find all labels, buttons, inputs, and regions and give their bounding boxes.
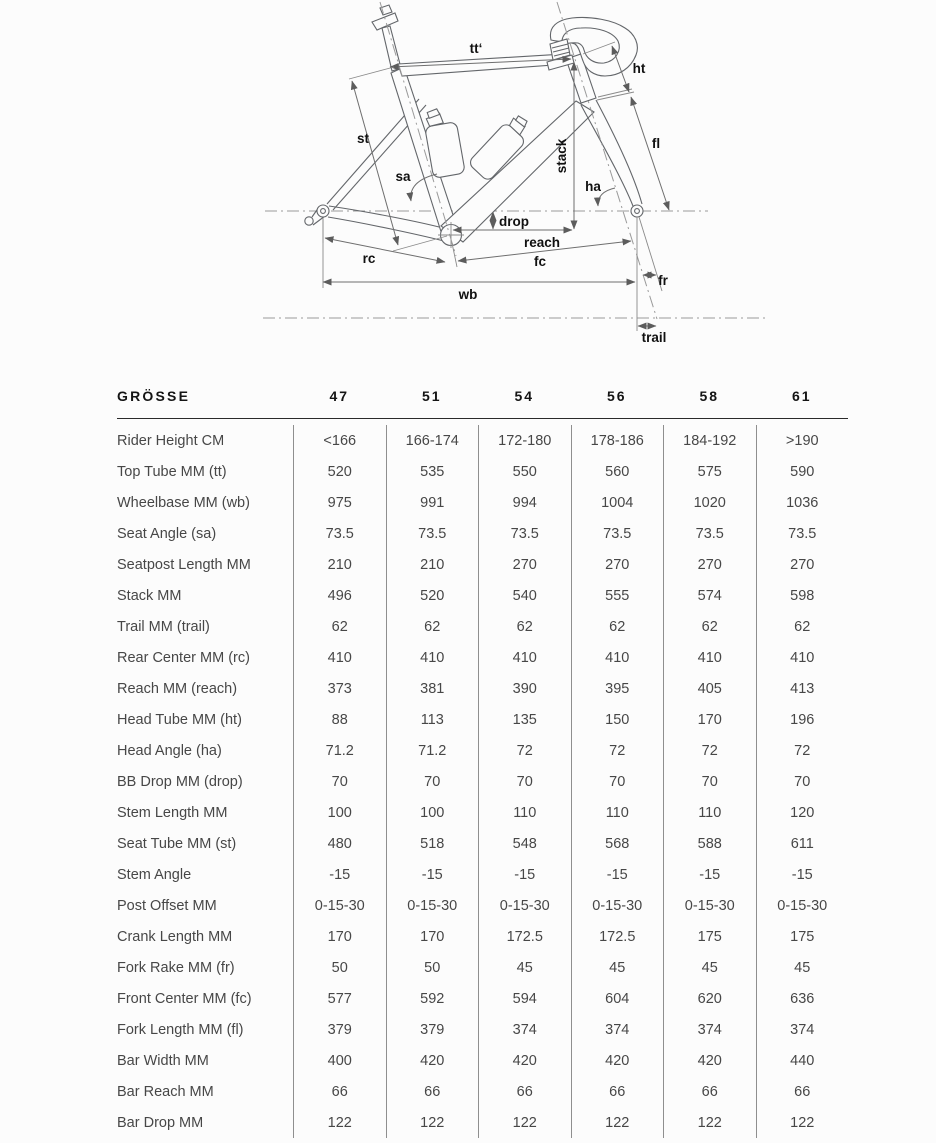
row-value: 113 bbox=[386, 704, 479, 735]
row-value: 560 bbox=[571, 456, 664, 487]
row-value: 110 bbox=[478, 797, 571, 828]
table-row bbox=[117, 673, 848, 704]
row-label: Post Offset MM bbox=[117, 897, 217, 914]
row-value: 405 bbox=[663, 673, 756, 704]
row-value: 73.5 bbox=[663, 518, 756, 549]
row-value: 381 bbox=[386, 673, 479, 704]
row-label: Stem Angle bbox=[117, 866, 192, 883]
table-row bbox=[117, 580, 848, 611]
table-row bbox=[117, 549, 848, 580]
row-label: Head Angle (ha) bbox=[117, 742, 222, 759]
row-value: 72 bbox=[571, 735, 664, 766]
label-front-center: fc bbox=[533, 254, 547, 269]
table-header-row bbox=[117, 374, 848, 419]
bike-geometry-diagram bbox=[0, 0, 936, 374]
label-rear-center: rc bbox=[362, 251, 376, 266]
row-value: 374 bbox=[756, 1014, 849, 1045]
table-row bbox=[117, 859, 848, 890]
row-value: 66 bbox=[663, 1076, 756, 1107]
row-value: 1020 bbox=[663, 487, 756, 518]
row-value: 196 bbox=[756, 704, 849, 735]
row-value: 184-192 bbox=[663, 425, 756, 456]
row-value: 210 bbox=[386, 549, 479, 580]
row-value: 122 bbox=[386, 1107, 479, 1138]
table-row bbox=[117, 1045, 848, 1076]
row-value: 175 bbox=[756, 921, 849, 952]
table-row bbox=[117, 828, 848, 859]
row-value: 975 bbox=[293, 487, 386, 518]
row-value: -15 bbox=[756, 859, 849, 890]
row-value: 70 bbox=[663, 766, 756, 797]
row-value: 0-15-30 bbox=[571, 890, 664, 921]
row-value: 170 bbox=[293, 921, 386, 952]
row-value: 410 bbox=[756, 642, 849, 673]
row-label: Rear Center MM (rc) bbox=[117, 649, 250, 666]
row-value: 70 bbox=[571, 766, 664, 797]
row-value: 100 bbox=[386, 797, 479, 828]
row-value: 1004 bbox=[571, 487, 664, 518]
row-label: Bar Width MM bbox=[117, 1052, 209, 1069]
table-row bbox=[117, 704, 848, 735]
table-row bbox=[117, 1076, 848, 1107]
label-reach: reach bbox=[523, 235, 561, 250]
row-value: 110 bbox=[663, 797, 756, 828]
row-value: 122 bbox=[293, 1107, 386, 1138]
row-value: 598 bbox=[756, 580, 849, 611]
label-seat-angle: sa bbox=[395, 169, 411, 184]
row-value: 548 bbox=[478, 828, 571, 859]
row-value: 518 bbox=[386, 828, 479, 859]
row-value: 172.5 bbox=[478, 921, 571, 952]
row-value: 270 bbox=[571, 549, 664, 580]
row-value: 122 bbox=[663, 1107, 756, 1138]
row-label: BB Drop MM (drop) bbox=[117, 773, 243, 790]
size-column-header: 51 bbox=[421, 388, 442, 404]
row-value: 374 bbox=[571, 1014, 664, 1045]
row-value: 540 bbox=[478, 580, 571, 611]
table-row bbox=[117, 921, 848, 952]
row-label: Wheelbase MM (wb) bbox=[117, 494, 250, 511]
label-fork-rake: fr bbox=[658, 273, 668, 288]
row-value: 496 bbox=[293, 580, 386, 611]
row-value: 577 bbox=[293, 983, 386, 1014]
row-value: 574 bbox=[663, 580, 756, 611]
row-value: 420 bbox=[663, 1045, 756, 1076]
row-value: 73.5 bbox=[293, 518, 386, 549]
row-label: Bar Reach MM bbox=[117, 1083, 214, 1100]
row-value: 374 bbox=[663, 1014, 756, 1045]
row-value: 0-15-30 bbox=[478, 890, 571, 921]
row-value: 994 bbox=[478, 487, 571, 518]
row-label: Bar Drop MM bbox=[117, 1114, 204, 1131]
row-value: 575 bbox=[663, 456, 756, 487]
row-value: 71.2 bbox=[293, 735, 386, 766]
row-value: 420 bbox=[386, 1045, 479, 1076]
row-value: 172.5 bbox=[571, 921, 664, 952]
row-label: Front Center MM (fc) bbox=[117, 990, 252, 1007]
row-label: Seatpost Length MM bbox=[117, 556, 251, 573]
label-seat-tube: st bbox=[356, 131, 370, 146]
row-value: 110 bbox=[571, 797, 664, 828]
row-value: 66 bbox=[571, 1076, 664, 1107]
size-column-header: 47 bbox=[329, 388, 350, 404]
label-head-angle: ha bbox=[585, 179, 601, 194]
row-value: 592 bbox=[386, 983, 479, 1014]
row-value: 0-15-30 bbox=[293, 890, 386, 921]
bike-geometry-drawing bbox=[0, 0, 936, 374]
row-value: 410 bbox=[663, 642, 756, 673]
row-value: 1036 bbox=[756, 487, 849, 518]
row-value: 270 bbox=[756, 549, 849, 580]
row-value: 374 bbox=[478, 1014, 571, 1045]
label-fork-length: fl bbox=[651, 136, 661, 151]
row-value: 520 bbox=[293, 456, 386, 487]
row-value: 122 bbox=[478, 1107, 571, 1138]
row-value: 991 bbox=[386, 487, 479, 518]
row-label: Fork Length MM (fl) bbox=[117, 1021, 244, 1038]
row-value: 135 bbox=[478, 704, 571, 735]
row-value: 594 bbox=[478, 983, 571, 1014]
row-value: -15 bbox=[663, 859, 756, 890]
row-value: 175 bbox=[663, 921, 756, 952]
row-value: >190 bbox=[756, 425, 849, 456]
row-value: -15 bbox=[293, 859, 386, 890]
row-value: 410 bbox=[478, 642, 571, 673]
label-wheelbase: wb bbox=[458, 287, 478, 302]
row-value: 50 bbox=[386, 952, 479, 983]
row-value: 70 bbox=[386, 766, 479, 797]
row-value: 550 bbox=[478, 456, 571, 487]
label-top-tube: tt‘ bbox=[469, 41, 483, 56]
size-column-header: 56 bbox=[606, 388, 627, 404]
row-value: 122 bbox=[756, 1107, 849, 1138]
row-value: 210 bbox=[293, 549, 386, 580]
row-value: 410 bbox=[293, 642, 386, 673]
row-value: 379 bbox=[386, 1014, 479, 1045]
table-row bbox=[117, 1014, 848, 1045]
row-value: 170 bbox=[386, 921, 479, 952]
row-value: 172-180 bbox=[478, 425, 571, 456]
table-row bbox=[117, 797, 848, 828]
row-value: 373 bbox=[293, 673, 386, 704]
table-row bbox=[117, 766, 848, 797]
row-value: 66 bbox=[386, 1076, 479, 1107]
row-value: 170 bbox=[663, 704, 756, 735]
row-label: Head Tube MM (ht) bbox=[117, 711, 242, 728]
row-value: 413 bbox=[756, 673, 849, 704]
row-value: 62 bbox=[663, 611, 756, 642]
label-stack: stack bbox=[554, 138, 569, 174]
row-value: 611 bbox=[756, 828, 849, 859]
row-label: Seat Angle (sa) bbox=[117, 525, 217, 542]
row-value: 62 bbox=[756, 611, 849, 642]
row-value: 0-15-30 bbox=[386, 890, 479, 921]
row-value: 73.5 bbox=[478, 518, 571, 549]
table-row bbox=[117, 890, 848, 921]
row-label: Stack MM bbox=[117, 587, 182, 604]
row-value: -15 bbox=[571, 859, 664, 890]
row-value: 588 bbox=[663, 828, 756, 859]
row-value: 72 bbox=[478, 735, 571, 766]
row-value: 72 bbox=[663, 735, 756, 766]
row-value: 590 bbox=[756, 456, 849, 487]
label-head-tube: ht bbox=[632, 61, 646, 76]
row-value: 440 bbox=[756, 1045, 849, 1076]
row-value: 166-174 bbox=[386, 425, 479, 456]
table-row bbox=[117, 735, 848, 766]
row-value: 62 bbox=[293, 611, 386, 642]
row-label: Trail MM (trail) bbox=[117, 618, 210, 635]
row-value: 420 bbox=[478, 1045, 571, 1076]
row-value: 480 bbox=[293, 828, 386, 859]
label-bb-drop: drop bbox=[499, 214, 529, 229]
row-value: 62 bbox=[478, 611, 571, 642]
table-row bbox=[117, 983, 848, 1014]
row-label: Fork Rake MM (fr) bbox=[117, 959, 235, 976]
row-label: Seat Tube MM (st) bbox=[117, 835, 237, 852]
row-value: 150 bbox=[571, 704, 664, 735]
row-value: -15 bbox=[478, 859, 571, 890]
row-value: 555 bbox=[571, 580, 664, 611]
row-value: 62 bbox=[571, 611, 664, 642]
row-value: 270 bbox=[663, 549, 756, 580]
table-row bbox=[117, 642, 848, 673]
row-label: Reach MM (reach) bbox=[117, 680, 238, 697]
row-value: 62 bbox=[386, 611, 479, 642]
row-value: 568 bbox=[571, 828, 664, 859]
row-value: 420 bbox=[571, 1045, 664, 1076]
row-value: 73.5 bbox=[571, 518, 664, 549]
row-value: 50 bbox=[293, 952, 386, 983]
size-column-header: 61 bbox=[791, 388, 812, 404]
row-value: 88 bbox=[293, 704, 386, 735]
table-row bbox=[117, 487, 848, 518]
size-header: GRÖSSE bbox=[117, 388, 191, 404]
table-row bbox=[117, 425, 848, 456]
table-row bbox=[117, 518, 848, 549]
row-value: 45 bbox=[478, 952, 571, 983]
row-label: Rider Height CM bbox=[117, 432, 225, 449]
row-value: 410 bbox=[571, 642, 664, 673]
row-value: 66 bbox=[756, 1076, 849, 1107]
row-value: 70 bbox=[478, 766, 571, 797]
row-value: 45 bbox=[663, 952, 756, 983]
table-row bbox=[117, 611, 848, 642]
row-value: 45 bbox=[756, 952, 849, 983]
row-value: 390 bbox=[478, 673, 571, 704]
size-column-header: 58 bbox=[699, 388, 720, 404]
row-value: 178-186 bbox=[571, 425, 664, 456]
row-value: 120 bbox=[756, 797, 849, 828]
row-value: 66 bbox=[293, 1076, 386, 1107]
row-value: 535 bbox=[386, 456, 479, 487]
row-value: 0-15-30 bbox=[663, 890, 756, 921]
row-value: 70 bbox=[756, 766, 849, 797]
row-label: Top Tube MM (tt) bbox=[117, 463, 227, 480]
row-value: 400 bbox=[293, 1045, 386, 1076]
label-trail: trail bbox=[641, 330, 667, 345]
size-column-header: 54 bbox=[514, 388, 535, 404]
row-value: 395 bbox=[571, 673, 664, 704]
row-value: 71.2 bbox=[386, 735, 479, 766]
table-row bbox=[117, 1107, 848, 1138]
row-label: Stem Length MM bbox=[117, 804, 228, 821]
geometry-table bbox=[117, 374, 848, 1138]
row-value: 100 bbox=[293, 797, 386, 828]
row-value: -15 bbox=[386, 859, 479, 890]
row-value: 270 bbox=[478, 549, 571, 580]
row-value: 66 bbox=[478, 1076, 571, 1107]
row-value: 604 bbox=[571, 983, 664, 1014]
row-label: Crank Length MM bbox=[117, 928, 233, 945]
row-value: <166 bbox=[293, 425, 386, 456]
row-value: 73.5 bbox=[756, 518, 849, 549]
table-row bbox=[117, 456, 848, 487]
row-value: 73.5 bbox=[386, 518, 479, 549]
row-value: 620 bbox=[663, 983, 756, 1014]
row-value: 45 bbox=[571, 952, 664, 983]
row-value: 72 bbox=[756, 735, 849, 766]
row-value: 636 bbox=[756, 983, 849, 1014]
table-body bbox=[117, 419, 848, 1138]
row-value: 410 bbox=[386, 642, 479, 673]
row-value: 0-15-30 bbox=[756, 890, 849, 921]
row-value: 520 bbox=[386, 580, 479, 611]
table-row bbox=[117, 952, 848, 983]
row-value: 379 bbox=[293, 1014, 386, 1045]
row-value: 70 bbox=[293, 766, 386, 797]
row-value: 122 bbox=[571, 1107, 664, 1138]
